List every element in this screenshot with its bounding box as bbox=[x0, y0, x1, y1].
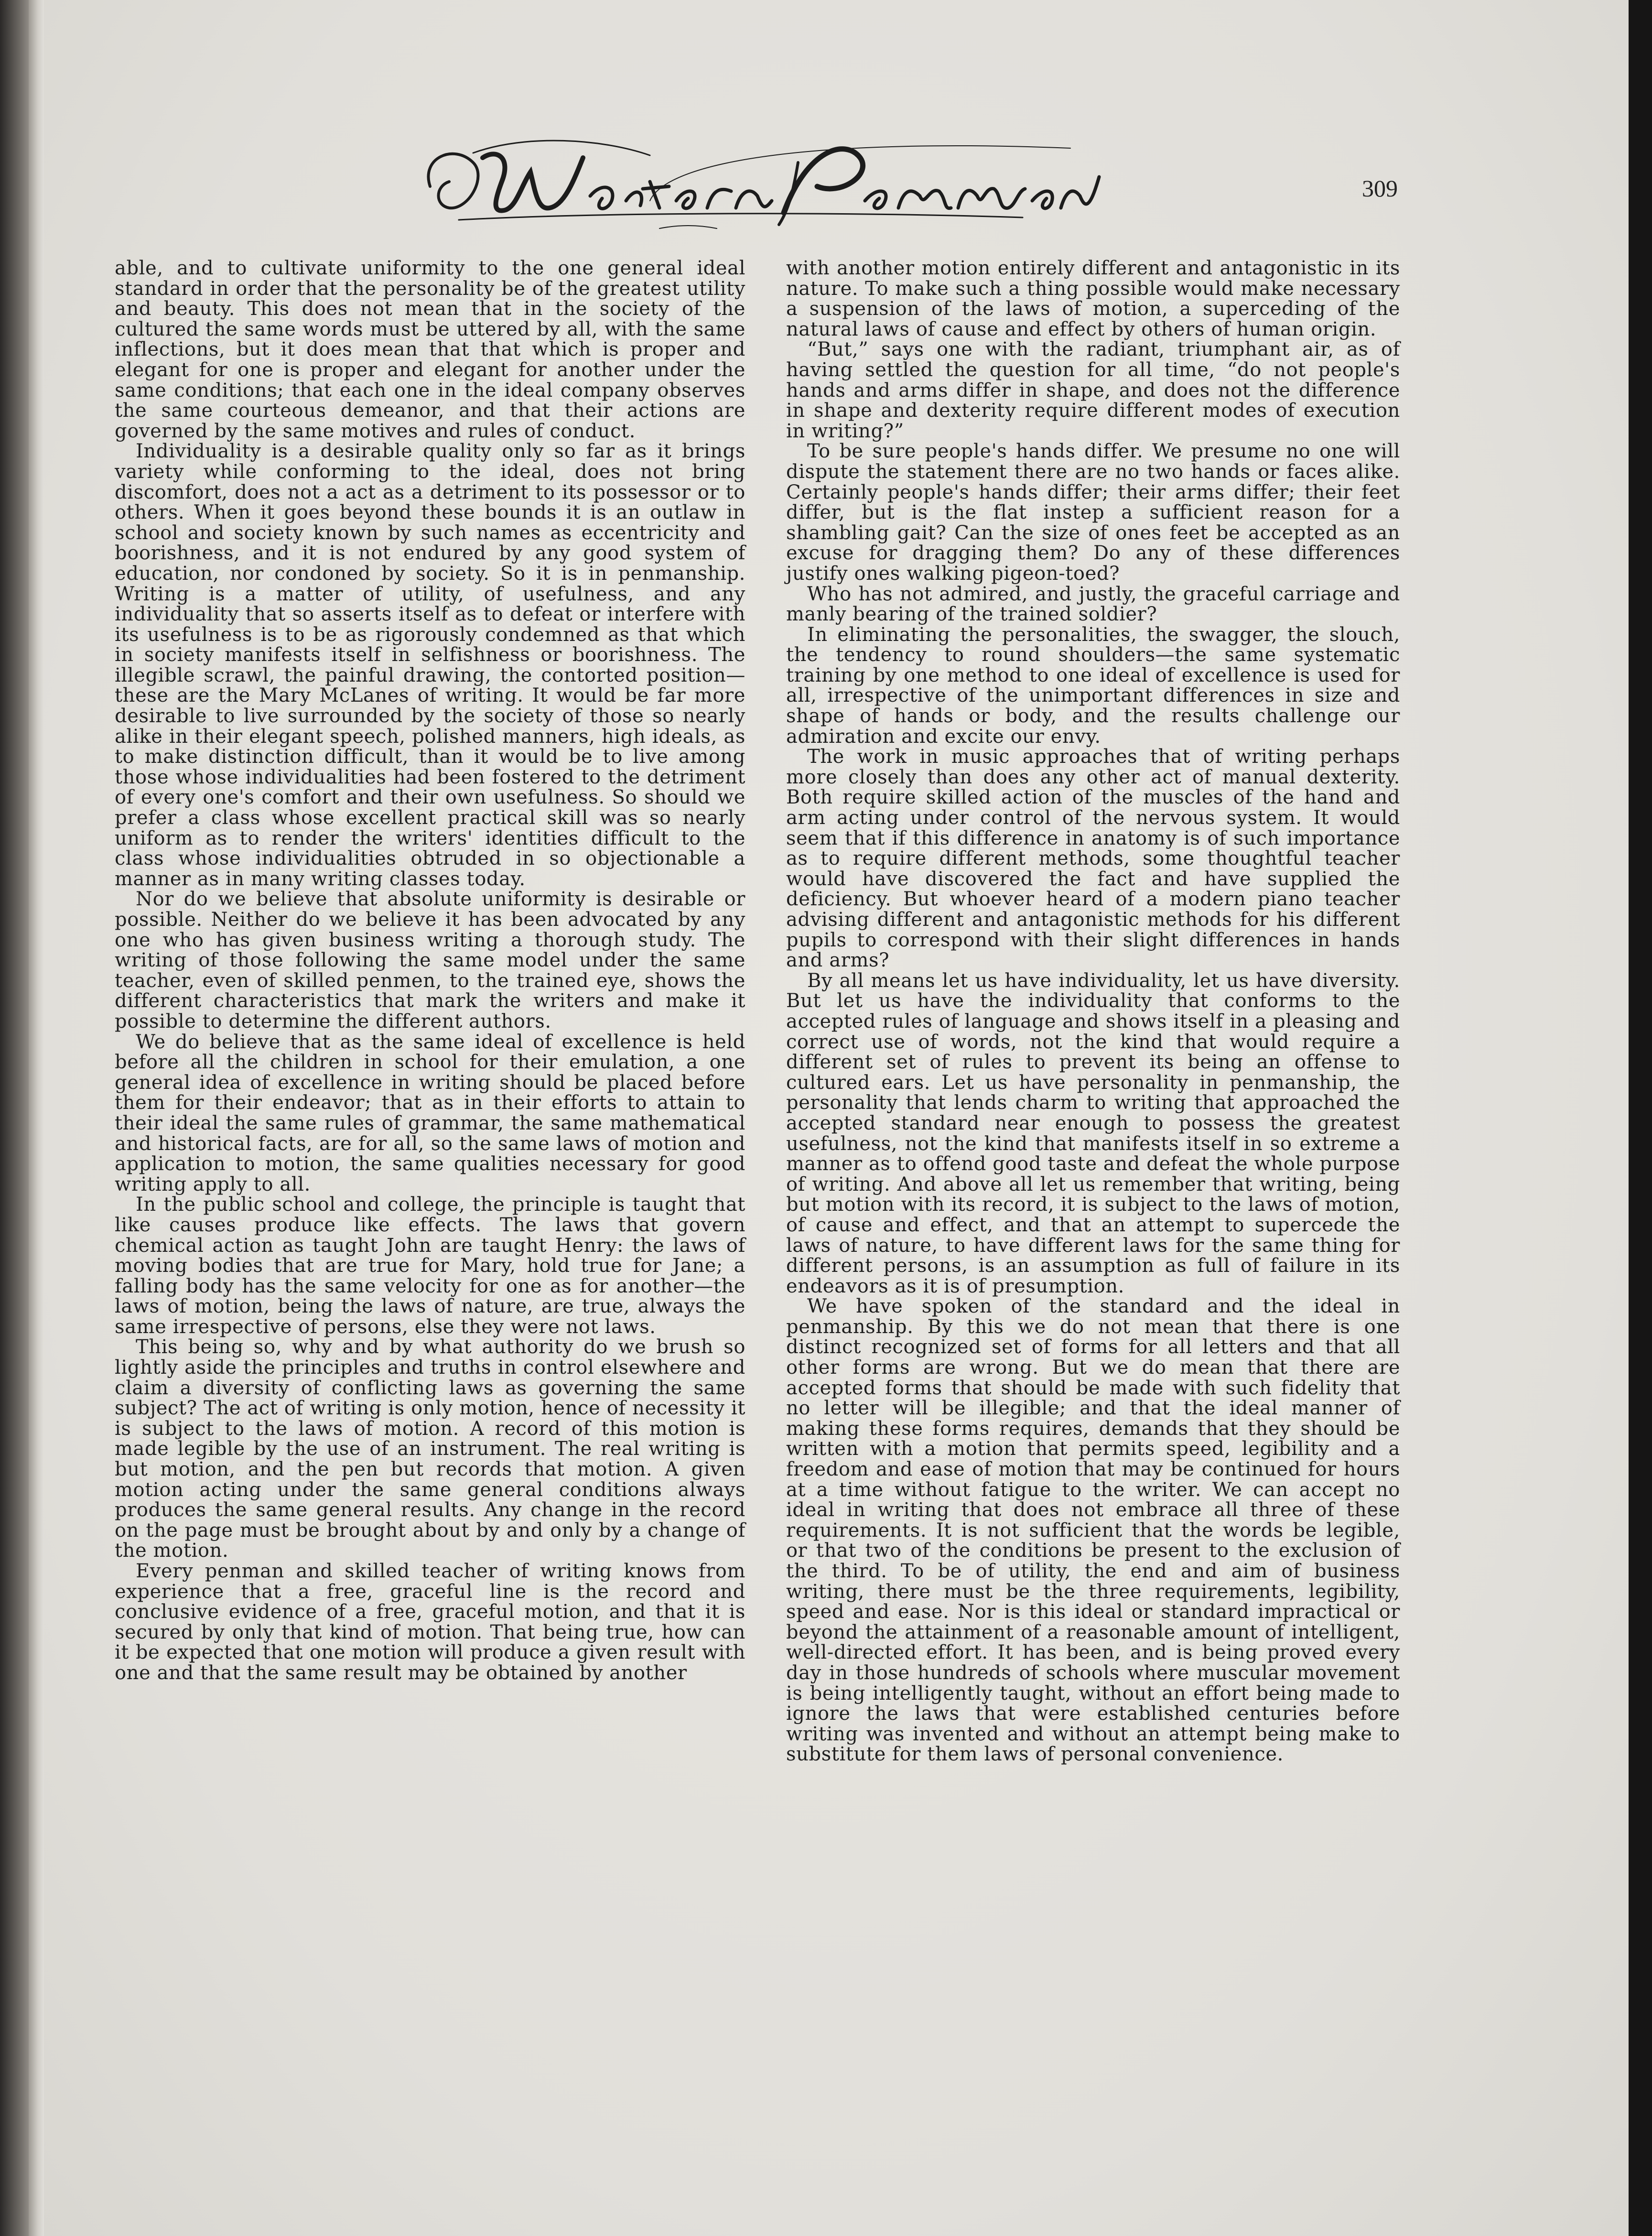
paragraph: “But,” says one with the radiant, triumphant air, as of having settled the question for all time, “do not people's hands and arms differ in shape, and does not the difference in shape and dexterity require different modes of execution in writing?” bbox=[786, 338, 1400, 442]
binding-gutter bbox=[29, 0, 44, 2236]
left-column bbox=[115, 258, 745, 1683]
paragraph: To be sure people's hands differ. We presume no one will dispute the statement there are no two hands or faces alike. Certainly people's hands differ; their arms differ; their feet differ, but is the flat instep a sufficient reason for a shambling gait? Can the size of ones feet be accepted as an excuse for dragging them? Do any of these differences justify ones walking pigeon-toed? bbox=[786, 440, 1400, 585]
paragraph: In eliminating the personalities, the swagger, the slouch, the tendency to round shoulders—the same systematic training by one method to one ideal of excellence is used for all, irrespective of the unimportant differences in size and shape of hands or body, and the results challenge our admiration and excite our envy. bbox=[786, 623, 1400, 748]
paragraph: Individuality is a desirable quality only so far as it brings variety while conforming to the ideal, does not bring discomfort, does not a act as a detriment to its possessor or to others. When it goes beyond these bounds it is an outlaw in school and society known by such names as eccentricity and boorishness, and it is not endured by any good system of education, nor condoned by society. So it is in penmanship. Writing is a matter of utility, of usefulness, and any individuality that so asserts itself as to defeat or interfere with its usefulness is to be as rigorously condemned as that which in society manifests itself in selfishness or boorishness. The illegible scrawl, the painful drawing, the contorted position—these are the Mary McLanes of writing. It would be far more desirable to live surrounded by the society of those so nearly alike in their elegant speech, polished manners, high ideals, as to make distinction difficult, than it would be to live among those whose individualities had been fostered to the detriment of every one's comfort and their own usefulness. So should we prefer a class whose excellent practical skill was so nearly uniform as to render the writers' identities difficult to the class whose individualities obtruded in so objectionable a manner as in many writing classes today. bbox=[115, 440, 745, 890]
paragraph: Nor do we believe that absolute uniformity is desirable or possible. Neither do we believe it has been advocated by any one who has given business writing a thorough study. The writing of those following the same model under the same teacher, even of skilled penmen, to the trained eye, shows the different characteristics that mark the writers and make it possible to determine the different authors. bbox=[115, 888, 745, 1032]
right-column bbox=[786, 258, 1400, 1765]
scan-border bbox=[1629, 0, 1652, 2236]
paragraph: able, and to cultivate uniformity to the one general ideal standard in order that the personality be of the greatest utility and beauty. This does not mean that in the society of the cultured the same words must be uttered by all, with the same inflections, but it does mean that that which is proper and elegant for one is proper and elegant for another under the same conditions; that each one in the ideal company observes the same courteous demeanor, and that their actions are governed by the same motives and rules of conduct. bbox=[115, 257, 745, 442]
paragraph: Who has not admired, and justly, the graceful carriage and manly bearing of the trained soldier? bbox=[786, 583, 1400, 626]
paragraph: with another motion entirely different and antagonistic in its nature. To make such a thing possible would make necessary a suspension of the laws of motion, a superceding of the natural laws of cause and effect by others of human origin. bbox=[786, 257, 1400, 340]
paragraph: Every penman and skilled teacher of writing knows from experience that a free, graceful line is the record and conclusive evidence of a free, graceful motion, and that it is secured by only that kind of motion. That being true, how can it be expected that one motion will produce a given result with one and that the same result may be obtained by another bbox=[115, 1560, 745, 1684]
paragraph: We do believe that as the same ideal of excellence is held before all the children in school for their emulation, a one general idea of excellence in writing should be placed before them for their endeavor; that as in their efforts to attain to their ideal the same rules of grammar, the same mathematical and historical facts, are for all, so the same laws of motion and application to motion, the same qualities necessary for good writing apply to all. bbox=[115, 1031, 745, 1195]
paragraph: In the public school and college, the principle is taught that like causes produce like effects. The laws that govern chemical action as taught John are taught Henry: the laws of moving bodies that are true for Mary, hold true for Jane; a falling body has the same velocity for one as for another—the laws of motion, being the laws of nature, are true, always the same irrespective of persons, else they were not laws. bbox=[115, 1194, 745, 1338]
paragraph: This being so, why and by what authority do we brush so lightly aside the principles and truths in control elsewhere and claim a diversity of conflicting laws as governing the same subject? The act of writing is only motion, hence of necessity it is subject to the laws of motion. A record of this motion is made legible by the use of an instrument. The real writing is but motion, and the pen but records that motion. A given motion acting under the same general conditions always produces the same general results. Any change in the record on the page must be brought about by and only by a change of the motion. bbox=[115, 1336, 745, 1562]
facing-page-edge bbox=[0, 0, 29, 2236]
paragraph: By all means let us have individuality, let us have diversity. But let us have the individuality that conforms to the accepted rules of language and shows itself in a pleasing and correct use of words, not the kind that would require a different set of rules to prevent its being an offense to cultured ears. Let us have personality in penmanship, the personality that lends charm to writing that approached the accepted standard near enough to possess the greatest usefulness, not the kind that manifests itself in so extreme a manner as to offend good taste and defeat the whole purpose of writing. And above all let us remember that writing, being but motion with its record, it is subject to the laws of motion, of cause and effect, and that an attempt to supercede the laws of nature, to have different laws for the same thing for different persons, is an assumption as full of failure in its endeavors as it is of presumption. bbox=[786, 969, 1400, 1297]
paragraph: The work in music approaches that of writing perhaps more closely than does any other act of manual dexterity. Both require skilled action of the muscles of the hand and arm acting under control of the nervous system. It would seem that if this difference in anatomy is of such importance as to require different methods, some thoughtful teacher would have discovered the fact and have supplied the deficiency. But whoever heard of a modern piano teacher advising different and antagonistic methods for his different pupils to correspond with their slight differences in hands and arms? bbox=[786, 746, 1400, 972]
masthead-logo bbox=[401, 129, 1109, 239]
paragraph: We have spoken of the standard and the ideal in penmanship. By this we do not mean that there is one distinct recognized set of forms for all letters and that all other forms are wrong. But we do mean that there are accepted forms that should be made with such fidelity that no letter will be illegible; and that the ideal manner of making these forms requires, demands that they should be written with a motion that permits speed, legibility and a freedom and ease of motion that may be continued for hours at a time without fatigue to the writer. We can accept no ideal in writing that does not embrace all three of these requirements. It is not sufficient that the words be legible, or that two of the conditions be present to the exclusion of the third. To be of utility, the end and aim of business writing, there must be the three requirements, legibility, speed and ease. Nor is this ideal or standard impractical or beyond the attainment of a reasonable amount of intelligent, well-directed effort. It has been, and is being proved every day in those hundreds of schools where muscular movement is being intelligently taught, without an effort being made to ignore the laws that were established centuries before writing was invented and without an attempt being make to substitute for them laws of personal convenience. bbox=[786, 1295, 1400, 1766]
page-number: 309 bbox=[1362, 175, 1398, 202]
